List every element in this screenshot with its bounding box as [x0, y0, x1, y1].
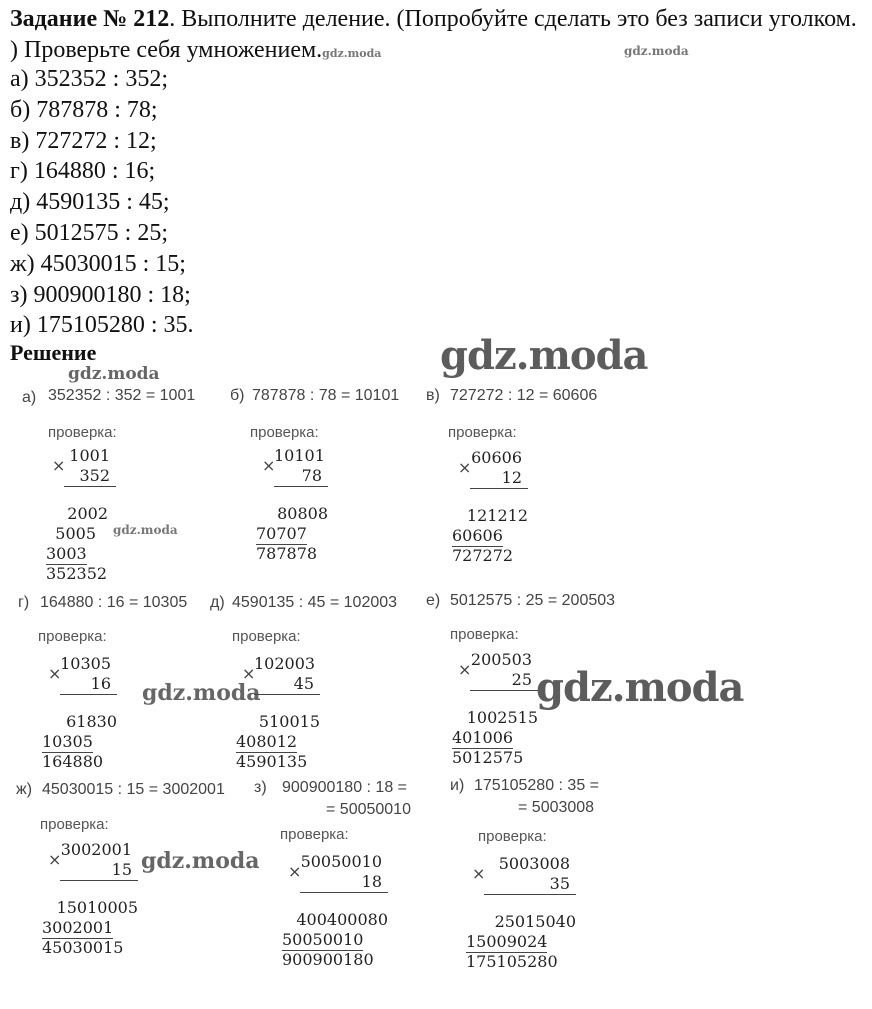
product-result: 164880 — [42, 752, 104, 771]
exercise-item: е) 5012575 : 25; — [10, 219, 168, 246]
product-result: 352352 — [46, 564, 108, 583]
partial-product-2-row — [256, 524, 328, 544]
partial-product-2: 401006 — [452, 728, 514, 747]
partial-products — [236, 712, 320, 772]
times-sign: × — [52, 456, 66, 475]
partial-product-2: 70707 — [256, 524, 307, 543]
partial-product-1: 121212 — [466, 506, 528, 525]
exercise-item: б) 787878 : 78; — [10, 96, 158, 123]
exercise-item: а) 352352 : 352; — [10, 66, 168, 92]
factor-b: 16 — [60, 674, 117, 695]
division-equation: 4590135 : 45 = 102003 — [232, 594, 398, 611]
partial-product-2-row — [452, 728, 538, 748]
partial-product-1: 510015 — [258, 712, 320, 731]
factor-b: 78 — [274, 466, 328, 487]
product-result: 787878 — [256, 544, 318, 563]
product-result: 727272 — [452, 546, 514, 565]
factor-b: 15 — [60, 860, 138, 881]
partial-product-2-row — [466, 932, 576, 952]
product-result: 175105280 — [466, 952, 558, 971]
partial-product-2: 15009024 — [466, 932, 548, 951]
multiplication-factors — [470, 650, 538, 691]
product-result: 5012575 — [452, 748, 524, 767]
block-label: а) — [22, 389, 37, 406]
division-equation: 5012575 : 25 = 200503 — [450, 592, 616, 609]
partial-product-2: 60606 — [452, 526, 503, 545]
partial-product-2-row — [42, 732, 117, 752]
check-label: проверка: — [38, 628, 107, 645]
watermark-inline: gdz.moda — [322, 47, 382, 60]
times-sign: × — [458, 660, 472, 679]
check-label: проверка: — [280, 826, 349, 843]
factor-a: 10305 — [60, 654, 111, 673]
division-equation: 787878 : 78 = 10101 — [252, 387, 400, 404]
division-equation: 727272 : 12 = 60606 — [450, 387, 598, 404]
task-text: . Выполните деление. (Попробуйте сделать это без записи уголком. ) Проверьте себя умножением. — [10, 6, 857, 63]
multiplication-factors — [470, 448, 528, 489]
check-label: проверка: — [448, 424, 517, 441]
partial-product-2: 3002001 — [42, 918, 114, 937]
partial-products — [452, 708, 538, 768]
watermark: gdz.moda — [142, 680, 261, 706]
times-sign: × — [48, 664, 62, 683]
partial-product-1: 400400080 — [296, 910, 388, 929]
partial-product-2-row — [42, 918, 138, 938]
product-result: 45030015 — [42, 938, 124, 957]
block-label: ж) — [16, 781, 33, 798]
block-label: з) — [254, 779, 267, 796]
watermark: gdz.moda — [440, 332, 648, 379]
partial-product-1: 2002 — [67, 504, 108, 523]
factor-a: 50050010 — [300, 852, 382, 871]
exercise-item: ж) 45030015 : 15; — [10, 250, 186, 277]
division-equation: 164880 : 16 = 10305 — [40, 594, 188, 611]
check-label: проверка: — [450, 626, 519, 643]
exercise-item: д) 4590135 : 45; — [10, 189, 170, 216]
partial-product-2: 408012 — [236, 732, 298, 751]
multiplication-factors — [300, 852, 388, 893]
division-result: = 50050010 — [326, 801, 411, 818]
division-equation: 900900180 : 18 = — [282, 779, 408, 796]
check-label: проверка: — [232, 628, 301, 645]
multiplication-factors — [60, 654, 117, 695]
factor-b: 35 — [484, 874, 576, 895]
exercise-item: и) 175105280 : 35. — [10, 312, 194, 339]
multiplication-factors — [64, 446, 116, 487]
partial-products — [282, 910, 388, 970]
partial-product-1: 80808 — [277, 504, 328, 523]
multiplication-factors — [60, 840, 138, 881]
partial-products — [256, 504, 328, 564]
factor-b: 25 — [470, 670, 538, 691]
watermark: gdz.moda — [141, 848, 260, 874]
partial-product-2-row — [452, 526, 528, 546]
times-sign: × — [288, 862, 302, 881]
watermark-inline-2: gdz.moda — [624, 44, 689, 58]
factor-a: 200503 — [470, 650, 532, 669]
partial-products — [452, 506, 528, 566]
times-sign: × — [48, 850, 62, 869]
partial-product-1: 15010005 — [56, 898, 138, 917]
multiplication-factors — [274, 446, 328, 487]
check-label: проверка: — [250, 424, 319, 441]
check-label: проверка: — [478, 828, 547, 845]
exercise-item: в) 727272 : 12; — [10, 127, 157, 154]
division-result: = 5003008 — [518, 799, 595, 816]
exercise-list — [10, 64, 194, 341]
division-equation: 175105280 : 35 = — [474, 777, 600, 794]
watermark: gdz.moda — [536, 664, 744, 711]
factor-a: 10101 — [274, 446, 325, 465]
partial-product-3-row — [46, 544, 116, 564]
block-label: г) — [18, 594, 30, 611]
factor-b: 45 — [254, 674, 320, 695]
partial-product-1: 25015040 — [494, 912, 576, 931]
block-label: б) — [230, 387, 245, 404]
task-title: Задание № 212 — [10, 6, 170, 32]
product-result: 4590135 — [236, 752, 308, 771]
partial-product-2-row — [282, 930, 388, 950]
check-label: проверка: — [48, 424, 117, 441]
factor-a: 3002001 — [60, 840, 132, 859]
multiplication-factors — [484, 854, 576, 895]
factor-b: 352 — [64, 466, 116, 487]
factor-a: 1001 — [69, 446, 110, 465]
partial-product-2: 10305 — [42, 732, 93, 751]
block-label: е) — [426, 592, 441, 609]
partial-product-3: 3003 — [46, 544, 87, 563]
factor-a: 102003 — [254, 654, 316, 673]
product-result: 900900180 — [282, 950, 374, 969]
division-equation: 45030015 : 15 = 3002001 — [42, 781, 225, 798]
factor-a: 60606 — [471, 448, 522, 467]
check-label: проверка: — [40, 816, 109, 833]
times-sign: × — [472, 864, 486, 883]
partial-product-2: 5005 — [55, 524, 96, 543]
partial-products — [42, 712, 117, 772]
task-statement — [10, 4, 865, 69]
partial-product-2: 50050010 — [282, 930, 364, 949]
partial-product-1: 1002515 — [466, 708, 538, 727]
solution-title: Решение — [10, 340, 97, 365]
watermark: gdz.moda — [68, 364, 160, 384]
exercise-item: г) 164880 : 16; — [10, 158, 156, 185]
partial-products — [46, 504, 116, 584]
division-equation: 352352 : 352 = 1001 — [48, 387, 196, 404]
exercise-item: з) 900900180 : 18; — [10, 281, 191, 308]
times-sign: × — [242, 664, 256, 683]
partial-products — [466, 912, 576, 972]
factor-a: 5003008 — [498, 854, 570, 873]
times-sign: × — [262, 456, 276, 475]
block-label: д) — [210, 594, 225, 611]
watermark: gdz.moda — [113, 523, 178, 537]
block-label: и) — [450, 777, 465, 794]
partial-product-2-row — [236, 732, 320, 752]
partial-product-1: 61830 — [66, 712, 117, 731]
factor-b: 18 — [300, 872, 388, 893]
factor-b: 12 — [470, 468, 528, 489]
times-sign: × — [458, 458, 472, 477]
partial-products — [42, 898, 138, 958]
multiplication-factors — [254, 654, 320, 695]
block-label: в) — [426, 387, 440, 404]
